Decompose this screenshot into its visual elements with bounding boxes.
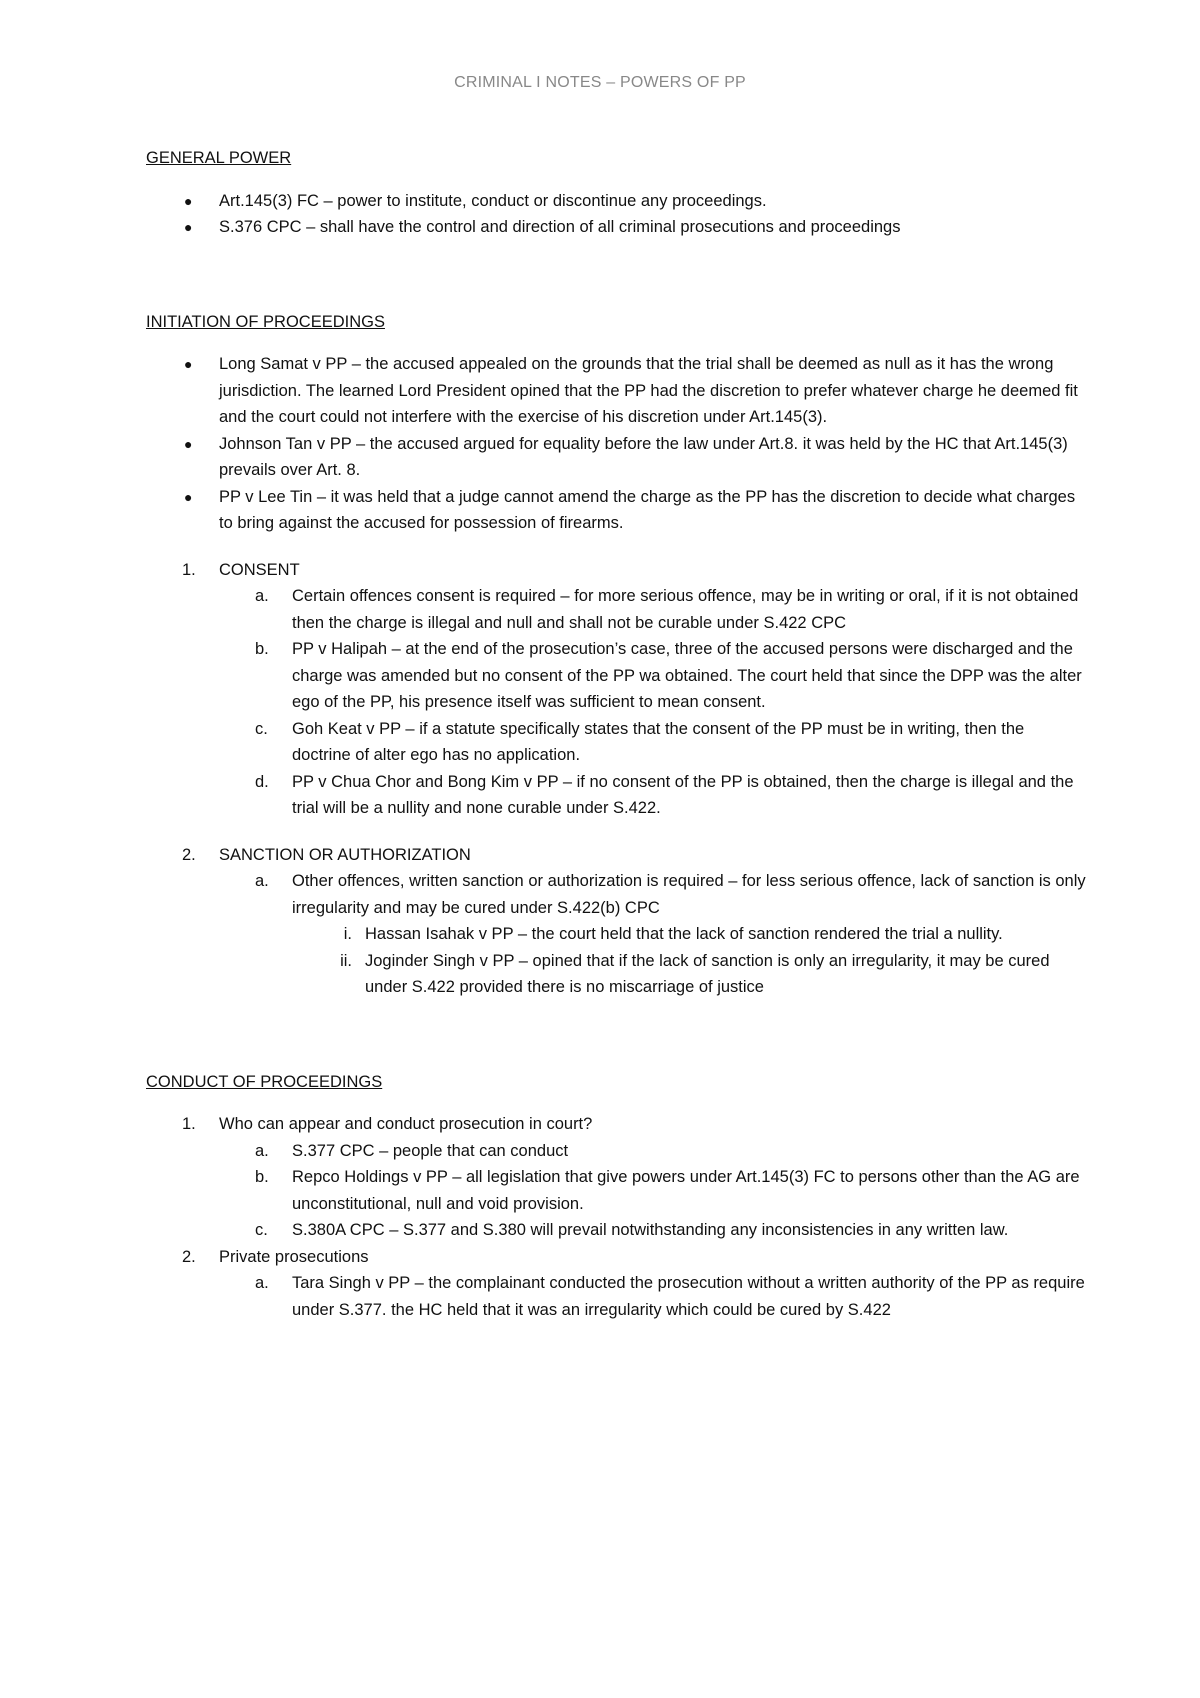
numbered-item-consent <box>146 557 1086 822</box>
list-item-text: Johnson Tan v PP – the accused argued for equality before the law under Art.8. it was held by the HC that Art.145(3) prevails over Art. 8. <box>219 434 1068 479</box>
list-letter: c. <box>255 1221 268 1239</box>
list-number: 1. <box>182 1115 196 1133</box>
list-item-text: PP v Chua Chor and Bong Kim v PP – if no consent of the PP is obtained, then the charge is illegal and the trial will be a nullity and none curable under S.422. <box>292 772 1074 817</box>
list-item-text: Repco Holdings v PP – all legislation that give powers under Art.145(3) FC to persons other than the AG are unconstitutional, null and void provision. <box>292 1168 1080 1213</box>
list-number: 1. <box>182 560 196 579</box>
list-item <box>146 214 1086 241</box>
section-heading: INITIATION OF PROCEEDINGS <box>146 312 385 331</box>
list-letter: a. <box>255 872 269 890</box>
lettered-list <box>219 1138 1086 1244</box>
numbered-item-who-can-appear <box>146 1111 1086 1244</box>
list-item-text: PP v Halipah – at the end of the prosecution’s case, three of the accused persons were discharged and the charge was amended but no consent of the PP wa obtained. The court held that since the DPP was the alter ego of the PP, his presence itself was sufficient to mean consent. <box>292 640 1082 711</box>
section-conduct <box>146 1069 1086 1324</box>
list-item <box>219 583 1086 636</box>
bullet-icon: ● <box>184 435 193 452</box>
list-item-text: PP v Lee Tin – it was held that a judge cannot amend the charge as the PP has the discretion to decide what charges to bring against the accused for possession of firearms. <box>219 487 1076 532</box>
list-roman: ii. <box>340 951 352 970</box>
list-item-text: Goh Keat v PP – if a statute specifically states that the consent of the PP must be in writing, then the doctrine of alter ego has no application. <box>292 719 1025 764</box>
list-roman: i. <box>343 925 352 943</box>
list-letter: d. <box>255 772 269 791</box>
list-letter: c. <box>255 719 268 738</box>
numbered-item-private-prosecutions <box>146 1244 1086 1324</box>
section-heading: GENERAL POWER <box>146 149 292 167</box>
list-item <box>219 1217 1086 1244</box>
list-item-text: S.380A CPC – S.377 and S.380 will prevail notwithstanding any inconsistencies in any written law. <box>292 1221 1009 1239</box>
numbered-item-title: CONSENT <box>219 560 300 579</box>
document-header: CRIMINAL I NOTES – POWERS OF PP <box>454 74 746 91</box>
lettered-list <box>219 583 1086 822</box>
section-initiation <box>146 309 1086 1001</box>
list-item <box>219 1270 1086 1323</box>
list-item-text: Joginder Singh v PP – opined that if the lack of sanction is only an irregularity, it may be cured under S.422 provided there is no miscarriage of justice <box>365 951 1050 996</box>
list-item <box>292 948 1086 1001</box>
numbered-list <box>146 1111 1086 1323</box>
list-letter: b. <box>255 640 269 658</box>
list-item-text: S.377 CPC – people that can conduct <box>292 1141 569 1160</box>
bullet-icon: ● <box>184 488 193 505</box>
list-letter: a. <box>255 587 269 605</box>
list-item <box>146 431 1086 484</box>
bullet-icon: ● <box>184 356 193 372</box>
list-item <box>292 921 1086 948</box>
list-item-text: S.376 CPC – shall have the control and direction of all criminal prosecutions and proceedings <box>219 218 901 236</box>
list-item-text: Other offences, written sanction or authorization is required – for less serious offence, lack of sanction is only irregularity and may be cured under S.422(b) CPC <box>292 872 1086 917</box>
numbered-item-title: SANCTION OR AUTHORIZATION <box>219 845 471 864</box>
lettered-list <box>219 1270 1086 1323</box>
roman-list <box>292 921 1086 1001</box>
list-number: 2. <box>182 1247 196 1266</box>
list-number: 2. <box>182 845 196 864</box>
numbered-item-title: Who can appear and conduct prosecution in court? <box>219 1115 593 1133</box>
list-letter: a. <box>255 1274 269 1292</box>
bullet-icon: ● <box>184 192 193 209</box>
list-item-text: Long Samat v PP – the accused appealed on the grounds that the trial shall be deemed as null as it has the wrong jurisdiction. The learned Lord President opined that the PP had the discretion to prefer whatever charge he deemed fit and the court could not interfere with the exercise of his discretion under Art.145(3). <box>219 355 1078 426</box>
numbered-item-title: Private prosecutions <box>219 1247 369 1266</box>
bullet-list <box>146 351 1086 537</box>
list-item <box>146 188 1086 215</box>
list-item <box>219 1138 1086 1165</box>
section-heading: CONDUCT OF PROCEEDINGS <box>146 1072 383 1091</box>
numbered-item-sanction <box>146 842 1086 1001</box>
list-letter: a. <box>255 1141 269 1160</box>
bullet-list <box>146 188 1086 241</box>
section-general-power <box>146 145 1086 241</box>
numbered-list <box>146 557 1086 1001</box>
list-item <box>219 636 1086 716</box>
list-item <box>146 351 1086 431</box>
list-item <box>219 769 1086 822</box>
list-item-text: Certain offences consent is required – for more serious offence, may be in writing or oral, if it is not obtained then the charge is illegal and null and shall not be curable under S.422 CPC <box>292 587 1079 632</box>
list-item-text: Art.145(3) FC – power to institute, conduct or discontinue any proceedings. <box>219 191 767 210</box>
list-item-text: Tara Singh v PP – the complainant conducted the prosecution without a written authority of the PP as require under S.377. the HC held that it was an irregularity which could be cured by S.422 <box>292 1274 1085 1319</box>
list-item <box>146 484 1086 537</box>
lettered-list <box>219 868 1086 1001</box>
document-body <box>146 145 1086 1323</box>
list-item <box>219 1164 1086 1217</box>
list-item <box>219 868 1086 1001</box>
list-letter: b. <box>255 1168 269 1186</box>
list-item <box>219 716 1086 769</box>
list-item-text: Hassan Isahak v PP – the court held that the lack of sanction rendered the trial a nullity. <box>365 925 1003 943</box>
bullet-icon: ● <box>184 219 193 235</box>
